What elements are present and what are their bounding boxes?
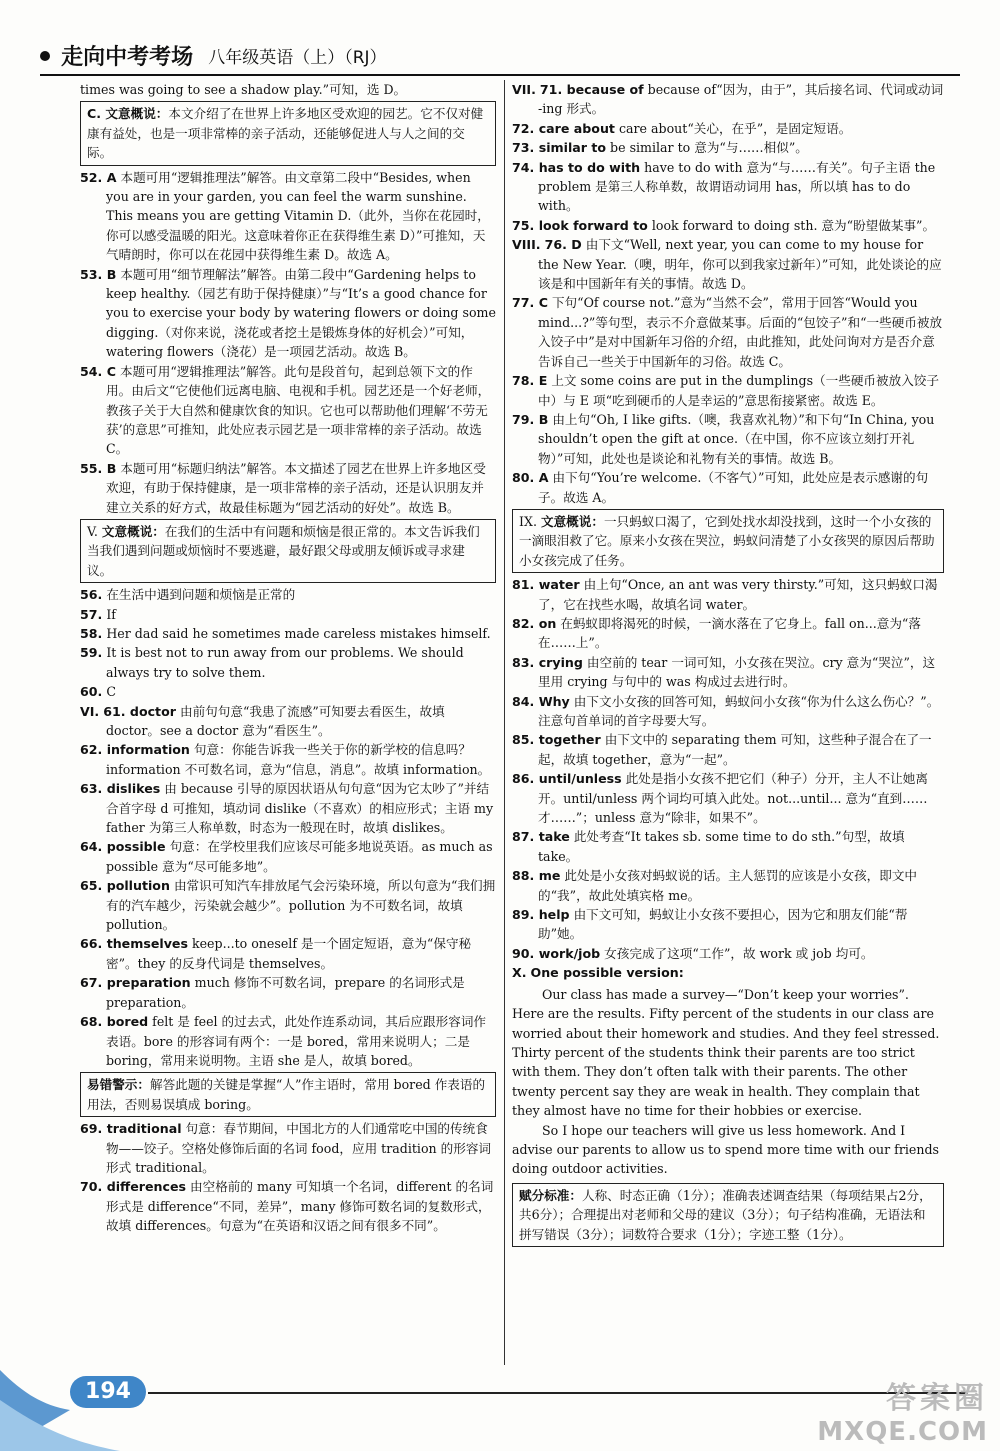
answer-number: 71. because of	[539, 82, 644, 97]
column-divider	[504, 80, 505, 1365]
answer-entry	[512, 769, 944, 827]
answer-text: times was going to see a shadow play.”可知，选 D。	[80, 82, 407, 97]
answer-entry	[512, 293, 944, 371]
answer-text: 由空格前的 many 可知填一个名词，different 的名词形式是 difference“不同，差异”，many 修饰可数名词的复数形式，故填 differences。句意为“在英语和汉语之间有很多不同”。	[106, 1179, 494, 1234]
answer-text: 由下文中的 separating them 可知，这些种子混合在了一起，故填 together，意为“一起”。	[538, 732, 932, 767]
answer-number: 86. until/unless	[512, 771, 622, 787]
bullet-icon	[40, 51, 50, 61]
section-number: IX.	[519, 513, 537, 529]
answer-entry	[80, 837, 496, 876]
answer-number: 61. doctor	[103, 703, 176, 719]
answer-number: 83. crying	[512, 654, 583, 670]
answer-text: 本文介绍了在世界上许多地区受欢迎的园艺。它不仅对健康有益处，也是一项非常棒的亲子活动，还能够促进人与人之间的交际。	[87, 106, 484, 161]
answer-number: 77. C	[512, 295, 548, 311]
section-number: X.	[512, 965, 527, 981]
answer-entry	[512, 410, 944, 468]
answer-text: 句意：你能告诉我一些关于你的新学校的信息吗？information 不可数名词，意为“信息，消息”。故填 information。	[106, 742, 491, 777]
answer-text: 在我们的生活中有问题和烦恼是很正常的。本文告诉我们当我们遇到问题或烦恼时不要逃避，最好跟父母或朋友倾诉或寻求建议。	[87, 523, 480, 578]
answer-text: 此处是小女孩对蚂蚁说的话。主人惩罚的应该是小女孩，即文中的“我”，故此处填宾格 me。	[538, 868, 917, 903]
answer-number: 55. B	[80, 460, 117, 476]
answer-entry	[512, 963, 944, 982]
answer-entry	[80, 168, 496, 265]
answer-text: 本题可用“逻辑推理法”解答。由文章第二段中“Besides, when you are in your garden, you can feel the warm sunshine. This means you are getting Vitamin D.（此外，当你在花园时，你可以感受温暖的阳光。这意味着你正在获得维生素 D）”可推知，天气晴朗时，你可以在花园中获得维生素 D。故选 A。	[106, 169, 490, 263]
answer-entry	[512, 468, 944, 507]
answer-number: 89. help	[512, 907, 570, 923]
answer-number: 64. possible	[80, 839, 166, 855]
answer-entry	[80, 265, 496, 362]
answer-entry	[80, 585, 496, 604]
answer-number: 82. on	[512, 615, 557, 631]
answer-text: felt 是 feel 的过去式，此处作连系动词，其后应跟形容词作表语。bore 的形容词有两个：一是 bored，常用来说明人；二是 boring，常用来说明物。主语 she 是人，故填 bored。	[106, 1014, 487, 1068]
answer-number: 53. B	[80, 266, 117, 282]
answer-text: 句意：春节期间，中国北方的人们通常吃中国的传统食物——饺子。空格处修饰后面的名词 food，应用 tradition 的形容词形式 traditional。	[106, 1121, 492, 1175]
page-number: 194	[70, 1376, 146, 1408]
answer-number: 85. together	[512, 732, 601, 748]
answer-text: 句意：在学校里我们应该尽可能多地说英语。as much as possible 意为“尽可能多地”。	[106, 839, 493, 874]
answer-entry	[80, 682, 496, 701]
answer-number: 62. information	[80, 742, 190, 758]
answer-entry	[80, 1177, 496, 1235]
answer-number: 66. themselves	[80, 936, 188, 952]
answer-text: It is best not to run away from our problems. We should always try to solve them.	[106, 645, 464, 680]
watermark	[817, 1373, 988, 1447]
answer-entry	[512, 119, 944, 138]
answer-number: 60.	[80, 684, 103, 700]
answer-entry	[512, 730, 944, 769]
answer-number: 81. water	[512, 577, 580, 593]
answer-number: 59.	[80, 645, 103, 661]
answer-entry	[512, 614, 944, 653]
scoring-label: 赋分标准：	[519, 1187, 582, 1203]
answer-text: 本题可用“逻辑推理法”解答。此句是段首句，起到总领下文的作用。由后文“它使他们远离电脑、电视和手机。园艺还是一个好老师，教孩子关于大自然和健康饮食的知识。它也可以帮助他们理解‘不劳无获’的意思”可推知，此处应表示园艺是一项非常棒的亲子活动。故选 C。	[106, 363, 491, 457]
right-column	[512, 80, 944, 1249]
box-label: 文意概说：	[101, 523, 165, 539]
answer-text: 由上句“Oh, I like gifts.（噢，我喜欢礼物）”和下句“In China, you shouldn’t open the gift at once.（在中国，你不应该立刻打开礼物）”可知，此处也是谈论和礼物有关的事情。故选 B。	[538, 411, 935, 466]
scoring-text: 人称、时态正确（1分）；准确表述调查结果（每项结果占2分，共6分）；合理提出对老师和父母的建议（3分）；句子结构准确，无语法和拼写错误（3分）；词数符合要求（1分）；字迹工整（1分）。	[519, 1187, 932, 1242]
answer-entry	[80, 973, 496, 1012]
answer-text: 由常识可知汽车排放尾气会污染环境，所以句意为“我们拥有的汽车越少，污染就会越少”。pollution 为不可数名词，故填 pollution。	[106, 878, 496, 933]
summary-box	[80, 1072, 496, 1117]
answer-text: have to do with 意为“与……有关”。句子主语 the problem 是第三人称单数，故谓语动词用 has，所以填 has to do with。	[538, 159, 936, 214]
summary-box	[80, 101, 496, 165]
answer-entry	[512, 944, 944, 963]
answer-number: 65. pollution	[80, 878, 170, 894]
answer-entry	[512, 138, 944, 157]
answer-entry	[80, 624, 496, 643]
answer-entry	[512, 235, 944, 293]
answer-text: 本题可用“细节理解法”解答。由第二段中“Gardening helps to keep healthy.（园艺有助于保持健康）”与“It’s a good chance for you to exercise your body by watering flowers or doing some digging.（对你来说，浇花或者挖土是锻炼身体的好机会）”可知，watering flowers（浇花）是一项园艺活动。故选 B。	[106, 266, 496, 360]
answer-number: 54. C	[80, 363, 116, 379]
book-title: 走向中考考场	[61, 45, 194, 70]
answer-text: 由下文可知，蚂蚁让小女孩不要担心，因为它和朋友们能“帮助”她。	[538, 907, 908, 942]
answer-number: 72. care about	[512, 120, 615, 136]
answer-text: 在蚂蚁即将渴死的时候，一滴水落在了它身上。fall on...意为“落在……上”。	[538, 615, 921, 651]
answer-number: 79. B	[512, 411, 549, 427]
answer-entry	[80, 459, 496, 517]
essay-paragraph: So I hope our teachers will give us less homework. And I advise our parents to allow us to spend more time with our friends doing outdoor activities.	[512, 1122, 939, 1177]
answer-entry	[512, 216, 944, 235]
answer-number: 68. bored	[80, 1014, 149, 1030]
answer-text: keep...to oneself 是一个固定短语，意为“保守秘密”。they 的反身代词是 themselves。	[106, 936, 472, 971]
box-label: C. 文意概说：	[87, 106, 169, 122]
answer-entry	[80, 934, 496, 973]
answer-entry	[512, 905, 944, 944]
answer-number: 73. similar to	[512, 140, 607, 156]
answer-text: 由下文“Well, next year, you can come to my house for the New Year.（噢，明年，你可以到我家过新年）”可知，此处谈论的应该是和中国新年有关的事情。故选 D。	[538, 237, 942, 292]
answer-entry	[80, 740, 496, 779]
answer-text: 在生活中遇到问题和烦恼是正常的	[106, 587, 296, 603]
answer-entry	[512, 866, 944, 905]
answer-text: 女孩完成了这项“工作”，故 work 或 job 均可。	[604, 945, 874, 961]
answer-entry	[512, 827, 944, 866]
answer-number: 88. me	[512, 868, 561, 884]
answer-number: 75. look forward to	[512, 217, 648, 233]
scoring-criteria-box	[512, 1183, 944, 1247]
answer-entry	[512, 158, 944, 216]
answer-text: 下句“Of course not.”意为“当然不会”，常用于回答“Would you mind...?”等句型，表示不介意做某事。后面的“包饺子”和“一些硬币被放入饺子中”是对中国新年习俗的介绍，由此推知，此处问询对方是否介意告诉自己一些关于中国新年的习俗。故选 C。	[538, 295, 943, 369]
summary-box	[80, 519, 496, 583]
answer-number: 58.	[80, 625, 103, 641]
answer-entry	[80, 779, 496, 837]
essay-paragraph: Our class has made a survey—“Don’t keep your worries”. Here are the results. Fifty percent of the students in our class are worried about their homework and studies. And they feel stressed. Thirty percent of the students think their parents are too strict with them. They don’t often talk with their parents. The other twenty percent say they are weak in health. They complain that they almost have no time for their hobbies or exercise.	[512, 986, 940, 1119]
answer-entry	[80, 362, 496, 459]
answer-entry	[512, 575, 944, 614]
answer-text: Her dad said he sometimes made careless mistakes himself.	[106, 625, 491, 641]
answer-entry	[512, 692, 944, 731]
box-label: 易错警示：	[87, 1077, 150, 1093]
answer-text: be similar to 意为“与……相似”。	[610, 140, 808, 156]
answer-text: 由下文小女孩的回答可知，蚂蚁问小女孩“你为什么这么伤心？”。注意句首单词的首字母要大写。	[538, 693, 940, 728]
answer-text: 由 because 引导的原因状语从句句意“因为它太吵了”并结合首字母 d 可推知，填动词 dislike（不喜欢）的相应形式；主语 my father 为第三人称单数，时态为一般现在时，故填 dislikes。	[106, 781, 494, 836]
answer-entry	[512, 371, 944, 410]
answer-text: 由下句“You’re welcome.（不客气）”可知，此处应是表示感谢的句子。故选 A。	[538, 470, 929, 505]
book-subtitle: 八年级英语（上）（RJ）	[208, 48, 387, 68]
answer-number: 69. traditional	[80, 1121, 182, 1137]
section-number: V.	[87, 523, 98, 539]
section-number: VIII.	[512, 237, 541, 253]
watermark-url: MXQE.COM	[817, 1417, 988, 1447]
answer-number: 56.	[80, 587, 103, 603]
answer-text: 此处是指小女孩不把它们（种子）分开，主人不让她离开。until/unless 两个词均可填入此处。not...until... 意为“直到……才……”；unless 意为“除非，如果不”。	[538, 771, 928, 826]
right-answers	[512, 80, 944, 983]
box-label: 文意概说：	[540, 513, 604, 529]
answer-entry	[512, 80, 944, 119]
answer-number: 76. D	[544, 237, 582, 253]
answer-number: 84. Why	[512, 693, 570, 709]
answer-text: much 修饰不可数名词，prepare 的名词形式是 preparation。	[106, 975, 465, 1010]
answer-entry	[80, 1012, 496, 1070]
summary-box	[512, 509, 944, 573]
answer-number: 70. differences	[80, 1179, 186, 1195]
answer-number: 52. A	[80, 169, 117, 185]
answer-entry	[80, 605, 496, 624]
page-header	[40, 40, 960, 76]
answer-number: One possible version:	[530, 965, 684, 981]
answer-text: 由前句句意“我患了流感”可知要去看医生，故填 doctor。see a doctor 意为“看医生”。	[106, 703, 445, 738]
answer-text: because of“因为，由于”，其后接名词、代词或动词 -ing 形式。	[538, 82, 944, 117]
answer-text: If	[106, 606, 116, 622]
header-rule	[40, 74, 960, 76]
answer-entry	[512, 653, 944, 692]
section-number: VI.	[80, 703, 100, 719]
answer-number: 78. E	[512, 373, 548, 389]
answer-text: 由空前的 tear 一词可知，小女孩在哭泣。cry 意为“哭泣”，这里用 crying 与句中的 was 构成过去进行时。	[538, 654, 936, 690]
answer-number: 67. preparation	[80, 975, 191, 991]
answer-text: care about“关心，在乎”，是固定短语。	[618, 120, 852, 136]
answer-number: 90. work/job	[512, 945, 601, 961]
answer-entry	[80, 702, 496, 741]
answer-number: 63. dislikes	[80, 781, 161, 797]
answer-number: 87. take	[512, 829, 570, 845]
sample-essay	[512, 985, 944, 1179]
answer-text: 解答此题的关键是掌握“人”作主语时，常用 bored 作表语的用法，否则易误填成 boring。	[87, 1077, 486, 1112]
answer-text: 由上句“Once, an ant was very thirsty.”可知，这只蚂蚁口渴了，它在找些水喝，故填名词 water。	[538, 577, 938, 612]
answer-entry	[80, 876, 496, 934]
answer-text: 一只蚂蚁口渴了，它到处找水却没找到，这时一个小女孩的一滴眼泪救了它。原来小女孩在哭泣，蚂蚁问清楚了小女孩哭的原因后帮助小女孩完成了任务。	[519, 513, 935, 568]
answer-text: 此处考查“It takes sb. some time to do sth.”句型，故填 take。	[538, 829, 905, 864]
answer-text: look forward to doing sth. 意为“盼望做某事”。	[651, 217, 936, 233]
answer-number: 80. A	[512, 470, 549, 486]
answer-entry	[80, 643, 496, 682]
answer-entry	[80, 1119, 496, 1177]
answer-text: 本题可用“标题归纳法”解答。本文描述了园艺在世界上许多地区受欢迎，有助于保持健康，是一项非常棒的亲子活动，还是认识朋友并建立关系的好方式，故最佳标题为“园艺活动的好处”。故选 B。	[106, 460, 486, 515]
answer-number: 74. has to do with	[512, 159, 641, 175]
left-column	[80, 80, 496, 1236]
answer-number: 57.	[80, 606, 103, 622]
answer-text: C	[106, 684, 116, 700]
answer-entry	[80, 80, 496, 99]
watermark-logo-text: 答案圈	[886, 1381, 988, 1416]
answer-text: 上文 some coins are put in the dumplings（一些硬币被放入饺子中）与 E 项“吃到硬币的人是幸运的”意思衔接紧密。故选 E。	[538, 373, 939, 408]
section-number: VII.	[512, 82, 536, 97]
